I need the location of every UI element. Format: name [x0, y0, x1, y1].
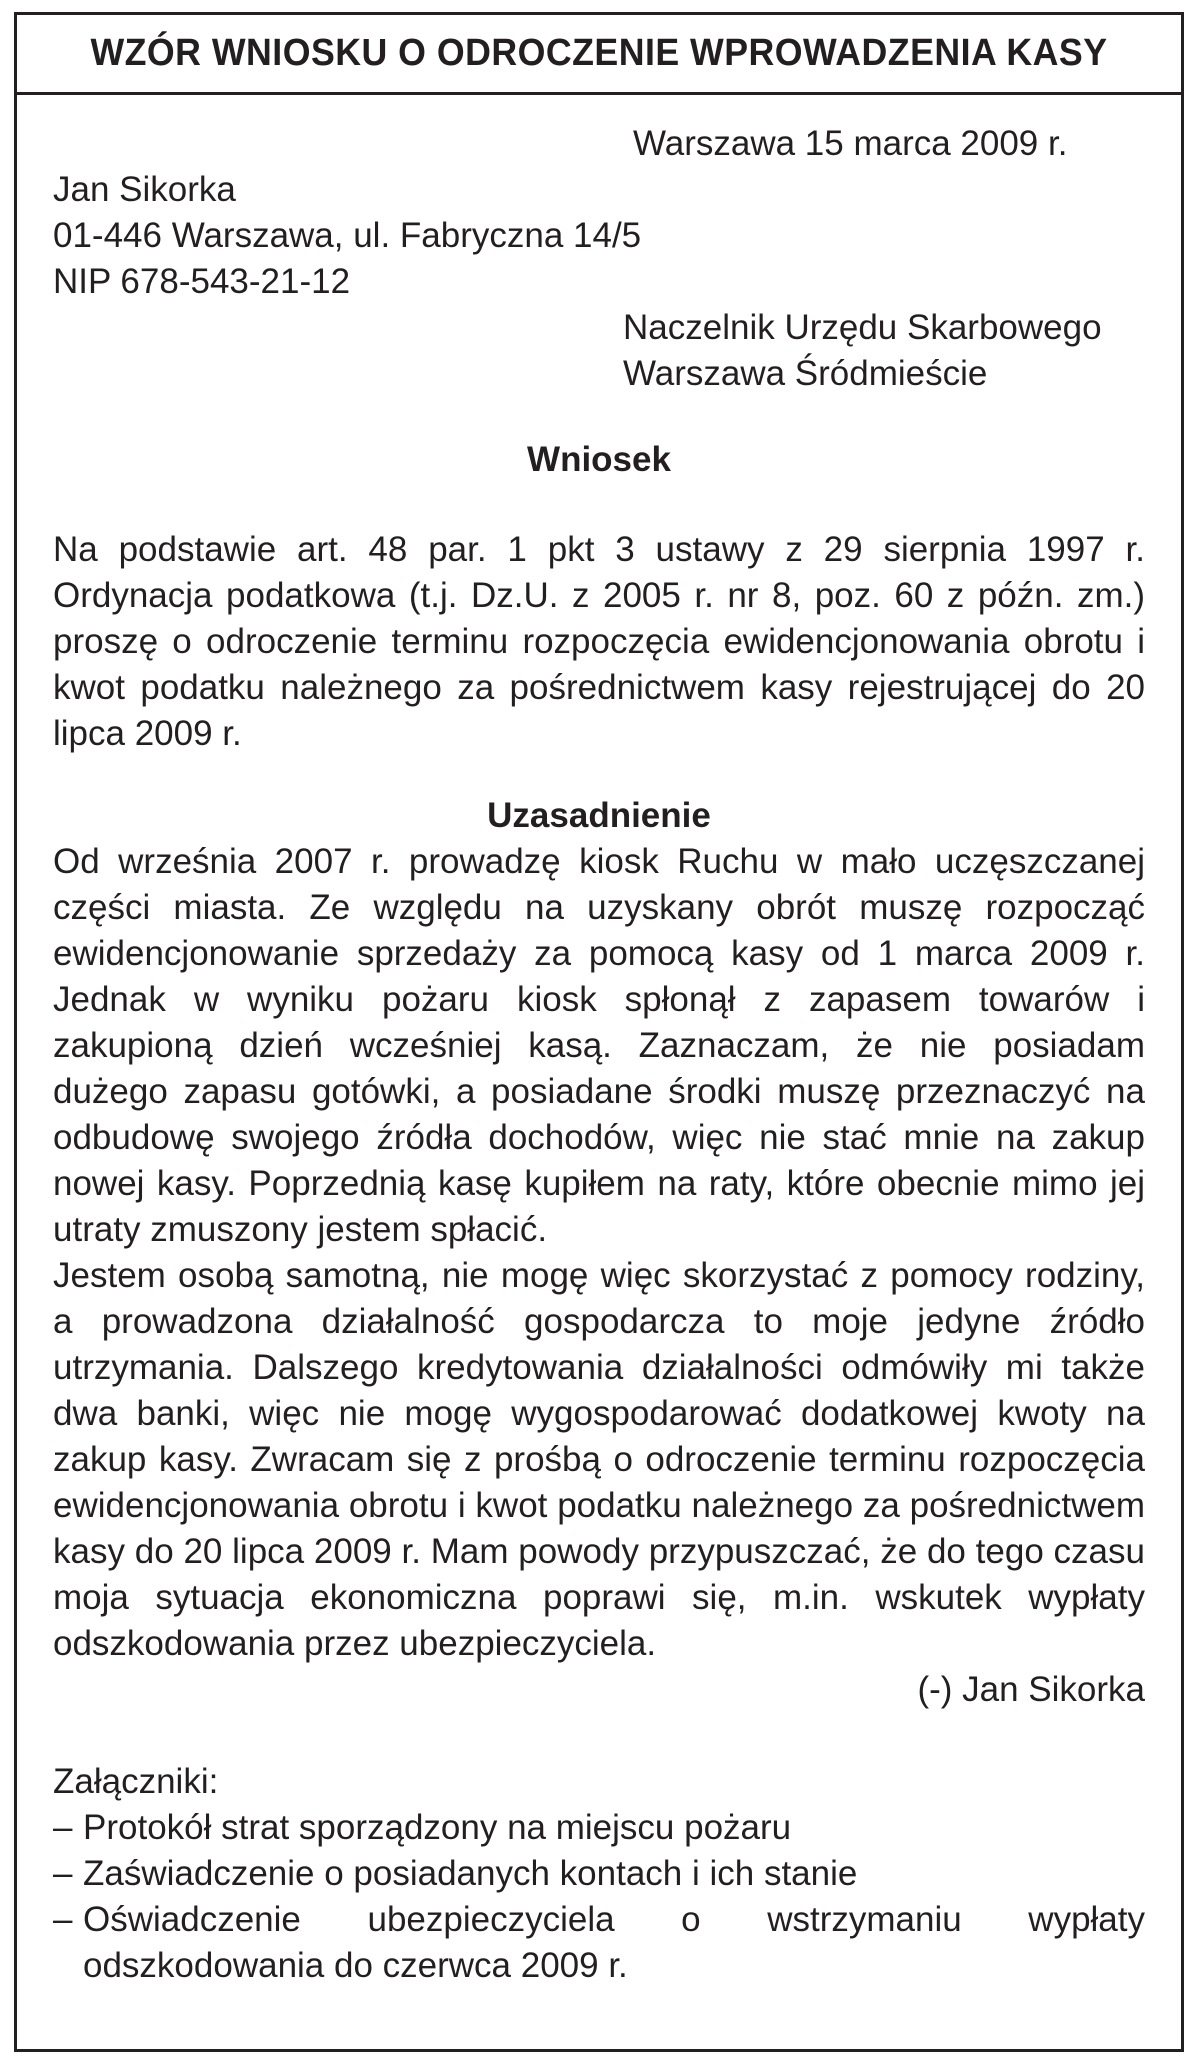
attachment-item — [53, 1805, 1145, 1851]
attachment-item — [53, 1851, 1145, 1897]
sender-nip: NIP 678-543-21-12 — [53, 262, 351, 301]
request-paragraph: Na podstawie art. 48 par. 1 pkt 3 ustawy z 29 sierpnia 1997 r. Ordynacja podatkowa (t.j. Dz.U. z 2005 r. nr 8, poz. 60 z późn. zm.) proszę o odroczenie terminu rozpoczęcia ewidencjonowania obrotu i kwot podatku należnego za pośrednictwem kasy rejestrującej do 20 lipca 2009 r. — [53, 530, 1145, 753]
attachment-dash: – — [53, 1808, 73, 1847]
attachment-text: Protokół strat sporządzony na miejscu pożaru — [83, 1808, 792, 1847]
attachments-section — [53, 1759, 1145, 1989]
sender-name: Jan Sikorka — [53, 170, 236, 209]
signature: (-) Jan Sikorka — [917, 1670, 1145, 1709]
attachment-text: Oświadczenie ubezpieczyciela o wstrzymaniu wypłaty odszkodowania do czerwca 2009 r. — [83, 1900, 1145, 1985]
document-frame — [14, 12, 1184, 2052]
justification-paragraph-1: Od września 2007 r. prowadzę kiosk Ruchu w mało uczęszczanej części miasta. Ze względu na uzyskany obrót muszę rozpocząć ewidencjonowanie sprzedaży za pomocą kasy od 1 marca 2009 r. Jednak w wyniku pożaru kiosk spłonął z zapasem towarów i zakupioną dzień wcześniej kasą. Zaznaczam, że nie posiadam dużego zapasu gotówki, a posiadane środki muszę przeznaczyć na odbudowę swojego źródła dochodów, więc nie stać mnie na zakup nowej kasy. Poprzednią kasę kupiłem na raty, które obecnie mimo jej utraty zmuszony jestem spłacić. — [53, 842, 1145, 1249]
recipient-line-1: Naczelnik Urzędu Skarbowego — [623, 308, 1102, 347]
recipient-block — [53, 305, 1145, 397]
document-body — [53, 95, 1145, 1989]
justification-paragraph-2: Jestem osobą samotną, nie mogę więc skorzystać z pomocy rodziny, a prowadzona działalność gospodarcza to moje jedyne źródło utrzymania. Dalszego kredytowania działalności odmówiły mi także dwa banki, więc nie mogę wygospodarować dodatkowej kwoty na zakup kasy. Zwracam się z prośbą o odroczenie terminu rozpoczęcia ewidencjonowania obrotu i kwot podatku należnego za pośrednictwem kasy do 20 lipca 2009 r. Mam powody przypuszczać, że do tego czasu moja sytuacja ekonomiczna poprawi się, m.in. wskutek wypłaty odszkodowania przez ubezpieczyciela. — [53, 1256, 1145, 1663]
document-title: WZÓR WNIOSKU O ODROCZENIE WPROWADZENIA KASY — [90, 32, 1108, 74]
attachment-text: Zaświadczenie o posiadanych kontach i ich stanie — [83, 1854, 858, 1893]
recipient-line-2: Warszawa Śródmieście — [623, 354, 988, 393]
sender-block — [53, 167, 1145, 305]
attachments-heading: Załączniki: — [53, 1762, 219, 1801]
sender-address: 01-446 Warszawa, ul. Fabryczna 14/5 — [53, 216, 642, 255]
date-line: Warszawa 15 marca 2009 r. — [633, 124, 1068, 163]
attachment-dash: – — [53, 1900, 73, 1939]
justification-heading: Uzasadnienie — [487, 796, 711, 835]
request-heading: Wniosek — [527, 440, 671, 479]
attachment-dash: – — [53, 1854, 73, 1893]
document-header — [17, 15, 1181, 95]
attachment-item — [53, 1897, 1145, 1989]
